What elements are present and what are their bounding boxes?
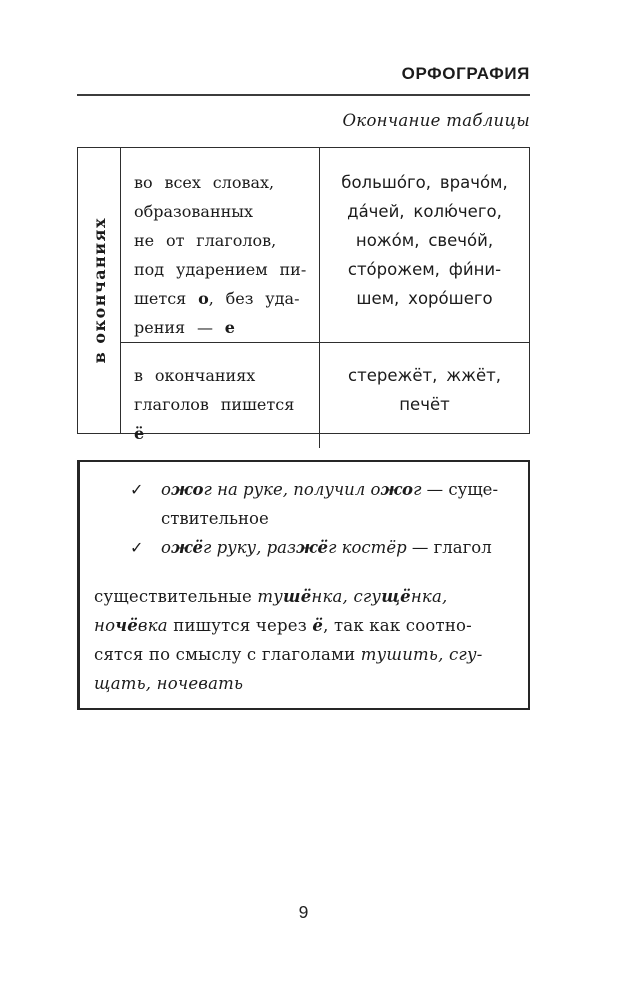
note-box [77,460,530,710]
bullet-text: ожёг руку, разжёг костёр — глагол [161,538,492,557]
checkmark-icon: ✓ [130,480,144,499]
rule-cell: во всех словах, образованных не от глаголов, под ударением пи- шется о, без уда- рения — е [121,148,320,342]
table-row [121,148,529,343]
note-bullet [94,475,514,533]
row-group-label-cell [78,148,121,433]
table-caption: Окончание таблицы [342,111,530,130]
table-body [121,148,529,443]
header-rule [77,94,530,96]
rule-cell: в окончаниях глаголов пишется ё [121,343,320,448]
content-column [77,0,530,923]
page-number: 9 [298,902,309,922]
spelling-table [77,147,530,443]
examples-cell: стережёт, жжёт, печёт [348,366,501,414]
checkmark-icon: ✓ [130,538,144,557]
running-header: ОРФОГРАФИЯ [401,64,530,83]
note-paragraph: существительные тушёнка, сгущёнка, ночёвка пишутся через ё, так как соотно- сятся по смыслу с глаголами тушить, сгу- щать, ночевать [94,587,483,693]
bullet-text: ожог на руке, получил ожог — суще- ствительное [161,480,499,528]
table-row [121,343,529,448]
note-bullet [94,533,514,562]
examples-cell: большо́го, врачо́м, да́чей, колю́чего, ножо́м, свечо́й, сто́рожем, фи́ни- шем, хоро́шего [341,173,508,308]
row-group-label: в окончаниях [89,217,109,364]
